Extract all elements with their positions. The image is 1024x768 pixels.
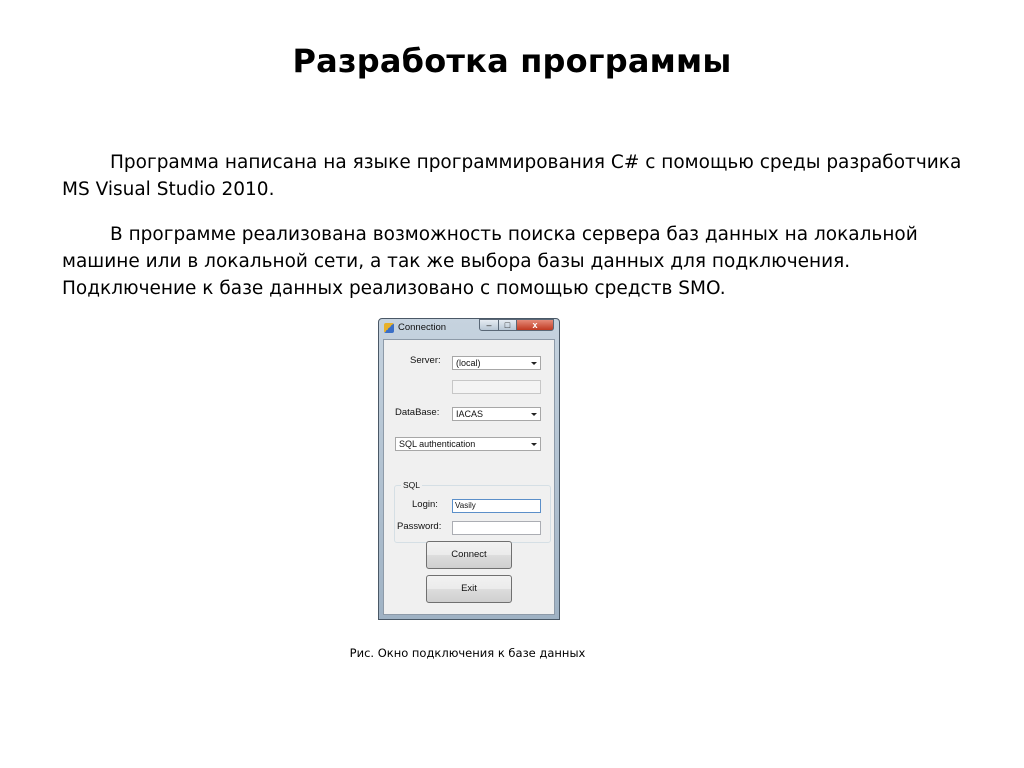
window-titlebar[interactable]	[379, 319, 559, 337]
minimize-button[interactable]: –	[479, 319, 499, 331]
server-value: (local)	[456, 358, 481, 368]
password-label: Password:	[397, 521, 442, 532]
chevron-down-icon	[531, 443, 537, 446]
close-button[interactable]: x	[516, 319, 554, 331]
exit-button[interactable]: Exit	[426, 575, 512, 603]
login-input[interactable]: Vasily	[452, 499, 541, 513]
password-input[interactable]	[452, 521, 541, 535]
app-icon	[384, 323, 394, 333]
maximize-button[interactable]: □	[498, 319, 517, 331]
paragraph-2: В программе реализована возможность поиска сервера баз данных на локальной машине или в локальной сети, а так же выбора базы данных для подключения. Подключение к базе данных реализовано с помощью средств SMO.	[62, 224, 918, 299]
server-combobox[interactable]	[452, 356, 541, 370]
auth-value: SQL authentication	[399, 439, 476, 449]
slide-title: Разработка программы	[292, 42, 732, 80]
window-title: Connection	[398, 322, 447, 333]
server-extra-field	[452, 380, 541, 394]
server-label: Server:	[410, 355, 441, 366]
paragraph-1: Программа написана на языке программирования C# с помощью среды разработчика MS Visual Studio 2010.	[62, 152, 962, 200]
sql-groupbox	[394, 480, 551, 543]
sql-group-label: SQL	[403, 480, 421, 490]
connection-window	[378, 318, 560, 620]
database-value: IACAS	[456, 409, 484, 419]
auth-combobox[interactable]	[395, 437, 541, 451]
chevron-down-icon	[531, 362, 537, 365]
window-client-area	[383, 339, 555, 615]
chevron-down-icon	[531, 413, 537, 416]
database-label: DataBase:	[395, 407, 440, 418]
figure-caption: Рис. Окно подключения к базе данных	[349, 646, 586, 660]
login-label: Login:	[412, 499, 438, 510]
database-combobox[interactable]	[452, 407, 541, 421]
connect-button[interactable]: Connect	[426, 541, 512, 569]
